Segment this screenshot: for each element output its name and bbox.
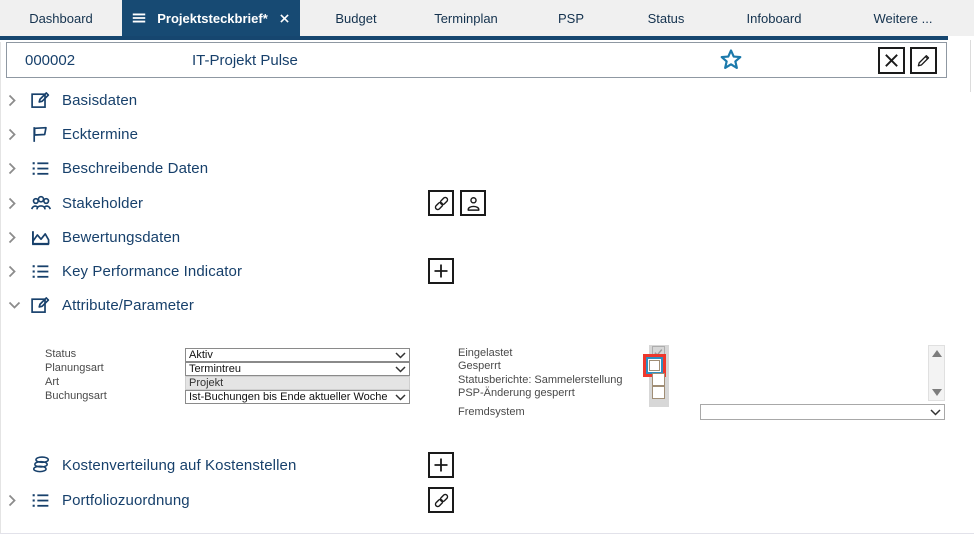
field-label-gesperrt: Gesperrt (458, 360, 501, 372)
person-icon (465, 195, 482, 212)
tab-weitere[interactable] (838, 0, 968, 36)
tab-psp[interactable] (520, 0, 622, 36)
content-bottom-border (0, 533, 974, 534)
scroll-up-icon[interactable] (932, 350, 942, 357)
list-icon (30, 261, 62, 282)
plus-icon (432, 456, 450, 474)
chevron-down-icon (395, 366, 406, 373)
area-chart-icon (30, 227, 62, 248)
close-icon (883, 52, 900, 69)
chevron-right-icon[interactable] (8, 94, 30, 107)
section-label: Basisdaten (62, 91, 138, 109)
tab-label: Projektsteckbrief* (157, 10, 268, 26)
coins-icon (30, 454, 62, 476)
select-value: Aktiv (189, 349, 213, 361)
edit-pencil-icon (915, 52, 932, 69)
section-portfoliozuordnung[interactable] (8, 487, 190, 513)
section-bewertungsdaten[interactable] (8, 224, 180, 250)
field-label-art: Art (45, 376, 60, 388)
tab-label: Weitere ... (873, 10, 933, 26)
section-kpi[interactable] (8, 258, 242, 284)
chevron-right-icon[interactable] (8, 265, 30, 278)
psp-aenderung-checkbox[interactable] (652, 386, 665, 399)
chevron-right-icon[interactable] (8, 162, 30, 175)
plus-icon (432, 262, 450, 280)
tabbar-underline (0, 36, 948, 40)
section-label: Ecktermine (62, 125, 139, 143)
edit-icon (30, 295, 62, 316)
chevron-down-icon (395, 394, 406, 401)
field-value: Projekt (189, 377, 224, 389)
buchungsart-select[interactable] (185, 390, 410, 404)
section-attribute-parameter[interactable] (8, 292, 194, 318)
edit-button[interactable] (910, 47, 937, 74)
field-label-buchungsart: Buchungsart (45, 390, 107, 402)
project-title: IT-Projekt Pulse (192, 51, 298, 69)
section-label: Stakeholder (62, 194, 144, 212)
stakeholder-link-button[interactable] (428, 190, 454, 216)
chevron-down-icon[interactable] (8, 301, 30, 309)
tab-infoboard[interactable] (710, 0, 838, 36)
tab-status[interactable] (622, 0, 710, 36)
section-stakeholder[interactable] (8, 190, 143, 216)
section-label: Beschreibende Daten (62, 159, 209, 177)
scroll-down-icon[interactable] (932, 389, 942, 396)
project-id: 000002 (25, 51, 76, 69)
select-value: Termintreu (189, 363, 241, 375)
field-label-fremdsystem: Fremdsystem (458, 406, 525, 418)
tab-dashboard[interactable] (0, 0, 122, 36)
field-label-statusberichte: Statusberichte: Sammelerstellung (458, 374, 623, 386)
content-right-border (970, 40, 971, 92)
menu-icon[interactable] (131, 10, 147, 26)
project-header (6, 42, 947, 78)
section-label: Kostenverteilung auf Kostenstellen (62, 456, 297, 474)
planungsart-select[interactable] (185, 362, 410, 376)
chevron-right-icon[interactable] (8, 197, 30, 210)
tab-label: Dashboard (29, 10, 93, 26)
list-icon (30, 158, 62, 179)
tab-terminplan[interactable] (412, 0, 520, 36)
field-label-psp-aenderung: PSP-Änderung gesperrt (458, 387, 575, 399)
edit-icon (30, 90, 62, 111)
tab-label: Budget (335, 10, 377, 26)
tab-label: Terminplan (434, 10, 498, 26)
portfoliozuordnung-link-button[interactable] (428, 487, 454, 513)
close-button[interactable] (878, 47, 905, 74)
tab-bar (0, 0, 974, 36)
tab-label: Infoboard (746, 10, 802, 26)
section-basisdaten[interactable] (8, 87, 137, 113)
statusberichte-checkbox[interactable] (652, 373, 665, 386)
checkbox-list-scrollbar[interactable] (928, 345, 945, 401)
list-icon (30, 490, 62, 511)
field-label-status: Status (45, 348, 77, 360)
chevron-right-icon[interactable] (8, 494, 30, 507)
section-label: Key Performance Indicator (62, 262, 243, 280)
kpi-add-button[interactable] (428, 258, 454, 284)
kostenverteilung-add-button[interactable] (428, 452, 454, 478)
stakeholder-person-button[interactable] (460, 190, 486, 216)
section-label: Bewertungsdaten (62, 228, 181, 246)
status-select[interactable] (185, 348, 410, 362)
tab-projektsteckbrief[interactable] (122, 0, 300, 36)
select-value: Ist-Buchungen bis Ende aktueller Woche (189, 391, 388, 403)
section-label: Attribute/Parameter (62, 296, 194, 314)
chevron-down-icon (395, 352, 406, 359)
section-ecktermine[interactable] (8, 121, 138, 147)
tab-label: PSP (557, 10, 584, 26)
tab-budget[interactable] (300, 0, 412, 36)
fremdsystem-select[interactable] (700, 404, 945, 420)
content-left-border (0, 42, 1, 533)
field-label-planungsart: Planungsart (45, 362, 104, 374)
chevron-right-icon[interactable] (8, 231, 30, 244)
tab-label: Status (647, 10, 685, 26)
flag-icon (30, 124, 62, 145)
link-icon (433, 195, 450, 212)
chevron-down-icon (930, 409, 941, 416)
section-beschreibende-daten[interactable] (8, 155, 208, 181)
people-icon (30, 192, 62, 214)
close-tab-icon[interactable] (278, 12, 291, 25)
section-label: Portfoliozuordnung (62, 491, 190, 509)
field-label-eingelastet: Eingelastet (458, 347, 513, 359)
chevron-right-icon[interactable] (8, 128, 30, 141)
gesperrt-focus-ring (646, 357, 663, 374)
favorite-star-icon[interactable] (718, 47, 744, 73)
gesperrt-checkbox[interactable] (649, 360, 660, 371)
section-kostenverteilung[interactable] (8, 452, 296, 478)
link-icon (433, 492, 450, 509)
art-readonly-field (185, 376, 410, 390)
